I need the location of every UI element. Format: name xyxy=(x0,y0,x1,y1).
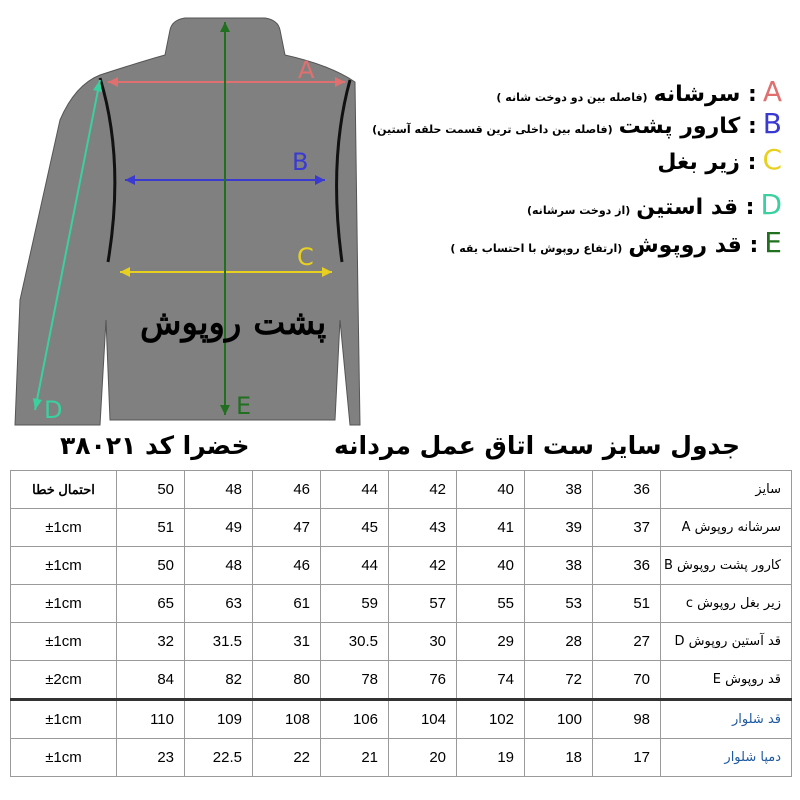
row-label-cell: کارور پشت روپوش B xyxy=(661,547,792,585)
value-cell: 41 xyxy=(457,509,525,547)
tolerance-cell: ±1cm xyxy=(11,623,117,661)
legend-item-d xyxy=(526,188,782,221)
value-cell: 63 xyxy=(185,585,253,623)
value-cell: 48 xyxy=(185,547,253,585)
table-row xyxy=(11,509,792,547)
size-label-cell: سایز xyxy=(661,471,792,509)
value-cell: 17 xyxy=(593,739,661,777)
row-label-cell: قد روپوش E xyxy=(661,661,792,700)
value-cell: 45 xyxy=(321,509,389,547)
size-header-cell: 44 xyxy=(321,471,389,509)
size-header-cell: 42 xyxy=(389,471,457,509)
value-cell: 110 xyxy=(117,700,185,739)
value-cell: 102 xyxy=(457,700,525,739)
value-cell: 65 xyxy=(117,585,185,623)
row-label-cell: سرشانه روپوش A xyxy=(661,509,792,547)
size-table xyxy=(10,470,792,777)
value-cell: 80 xyxy=(253,661,321,700)
table-header-row xyxy=(11,471,792,509)
value-cell: 100 xyxy=(525,700,593,739)
value-cell: 51 xyxy=(117,509,185,547)
value-cell: 39 xyxy=(525,509,593,547)
size-header-cell: 38 xyxy=(525,471,593,509)
value-cell: 42 xyxy=(389,547,457,585)
value-cell: 46 xyxy=(253,547,321,585)
arrow-e-letter: E xyxy=(236,392,252,420)
value-cell: 98 xyxy=(593,700,661,739)
value-cell: 27 xyxy=(593,623,661,661)
table-row xyxy=(11,661,792,700)
row-label-cell: زیر بغل روپوش c xyxy=(661,585,792,623)
value-cell: 78 xyxy=(321,661,389,700)
size-chart-title: جدول سایز ست اتاق عمل مردانه xyxy=(334,431,740,460)
value-cell: 22 xyxy=(253,739,321,777)
size-header-cell: 48 xyxy=(185,471,253,509)
table-row xyxy=(11,585,792,623)
legend-item-a xyxy=(496,75,782,108)
value-cell: 50 xyxy=(117,547,185,585)
value-cell: 40 xyxy=(457,547,525,585)
value-cell: 30.5 xyxy=(321,623,389,661)
value-cell: 21 xyxy=(321,739,389,777)
value-cell: 29 xyxy=(457,623,525,661)
table-row xyxy=(11,700,792,739)
tolerance-cell: ±1cm xyxy=(11,585,117,623)
value-cell: 30 xyxy=(389,623,457,661)
value-cell: 53 xyxy=(525,585,593,623)
legend-letter: D xyxy=(760,188,782,221)
tolerance-header: احتمال خطا xyxy=(11,471,117,509)
value-cell: 18 xyxy=(525,739,593,777)
value-cell: 37 xyxy=(593,509,661,547)
tolerance-cell: ±1cm xyxy=(11,547,117,585)
value-cell: 59 xyxy=(321,585,389,623)
table-row xyxy=(11,547,792,585)
value-cell: 109 xyxy=(185,700,253,739)
value-cell: 51 xyxy=(593,585,661,623)
value-cell: 49 xyxy=(185,509,253,547)
legend-note: (فاصله بین دو دوخت شانه ) xyxy=(496,91,648,104)
legend-label: : کارور پشت xyxy=(618,114,757,139)
value-cell: 108 xyxy=(253,700,321,739)
value-cell: 72 xyxy=(525,661,593,700)
value-cell: 23 xyxy=(117,739,185,777)
legend-note: (فاصله بین داخلی ترین قسمت حلقه آستین) xyxy=(372,123,613,136)
size-header-cell: 40 xyxy=(457,471,525,509)
value-cell: 70 xyxy=(593,661,661,700)
value-cell: 31 xyxy=(253,623,321,661)
legend-item-b xyxy=(372,107,782,140)
legend-letter: E xyxy=(764,226,782,259)
size-header-cell: 50 xyxy=(117,471,185,509)
value-cell: 76 xyxy=(389,661,457,700)
legend-letter: C xyxy=(762,143,782,176)
arrow-d-letter: D xyxy=(44,396,63,424)
tolerance-cell: ±1cm xyxy=(11,700,117,739)
arrow-b-letter: B xyxy=(292,148,309,176)
value-cell: 38 xyxy=(525,547,593,585)
value-cell: 57 xyxy=(389,585,457,623)
value-cell: 20 xyxy=(389,739,457,777)
row-label-cell: دمپا شلوار xyxy=(661,739,792,777)
row-label-cell: قد شلوار xyxy=(661,700,792,739)
value-cell: 19 xyxy=(457,739,525,777)
value-cell: 106 xyxy=(321,700,389,739)
value-cell: 28 xyxy=(525,623,593,661)
value-cell: 55 xyxy=(457,585,525,623)
product-code: خضرا کد ۳۸۰۲۱ xyxy=(60,431,250,460)
value-cell: 44 xyxy=(321,547,389,585)
legend-label: : قد استین xyxy=(636,195,755,220)
legend-item-e xyxy=(450,226,782,259)
shirt-back-title: پشت روپوش xyxy=(140,303,327,343)
arrow-c-letter: C xyxy=(297,243,314,271)
row-label-cell: قد آستین روپوش D xyxy=(661,623,792,661)
size-table-body xyxy=(11,471,792,777)
value-cell: 47 xyxy=(253,509,321,547)
tolerance-cell: ±2cm xyxy=(11,661,117,700)
legend-item-c xyxy=(657,143,782,176)
value-cell: 31.5 xyxy=(185,623,253,661)
value-cell: 32 xyxy=(117,623,185,661)
value-cell: 61 xyxy=(253,585,321,623)
size-header-cell: 46 xyxy=(253,471,321,509)
value-cell: 43 xyxy=(389,509,457,547)
value-cell: 104 xyxy=(389,700,457,739)
arrow-a-letter: A xyxy=(298,56,315,84)
table-row xyxy=(11,739,792,777)
legend-letter: B xyxy=(762,107,782,140)
value-cell: 84 xyxy=(117,661,185,700)
tolerance-cell: ±1cm xyxy=(11,739,117,777)
legend-label: : قد روپوش xyxy=(628,233,759,258)
value-cell: 74 xyxy=(457,661,525,700)
value-cell: 82 xyxy=(185,661,253,700)
value-cell: 22.5 xyxy=(185,739,253,777)
legend-note: (از دوخت سرشانه) xyxy=(526,204,631,217)
legend-label: : زیر بغل xyxy=(657,150,757,175)
table-row xyxy=(11,623,792,661)
value-cell: 36 xyxy=(593,547,661,585)
tolerance-cell: ±1cm xyxy=(11,509,117,547)
legend-label: : سرشانه xyxy=(653,82,757,107)
legend-letter: A xyxy=(762,75,782,108)
size-header-cell: 36 xyxy=(593,471,661,509)
legend-note: (ارتفاع روپوش با احتساب یقه ) xyxy=(450,242,623,255)
